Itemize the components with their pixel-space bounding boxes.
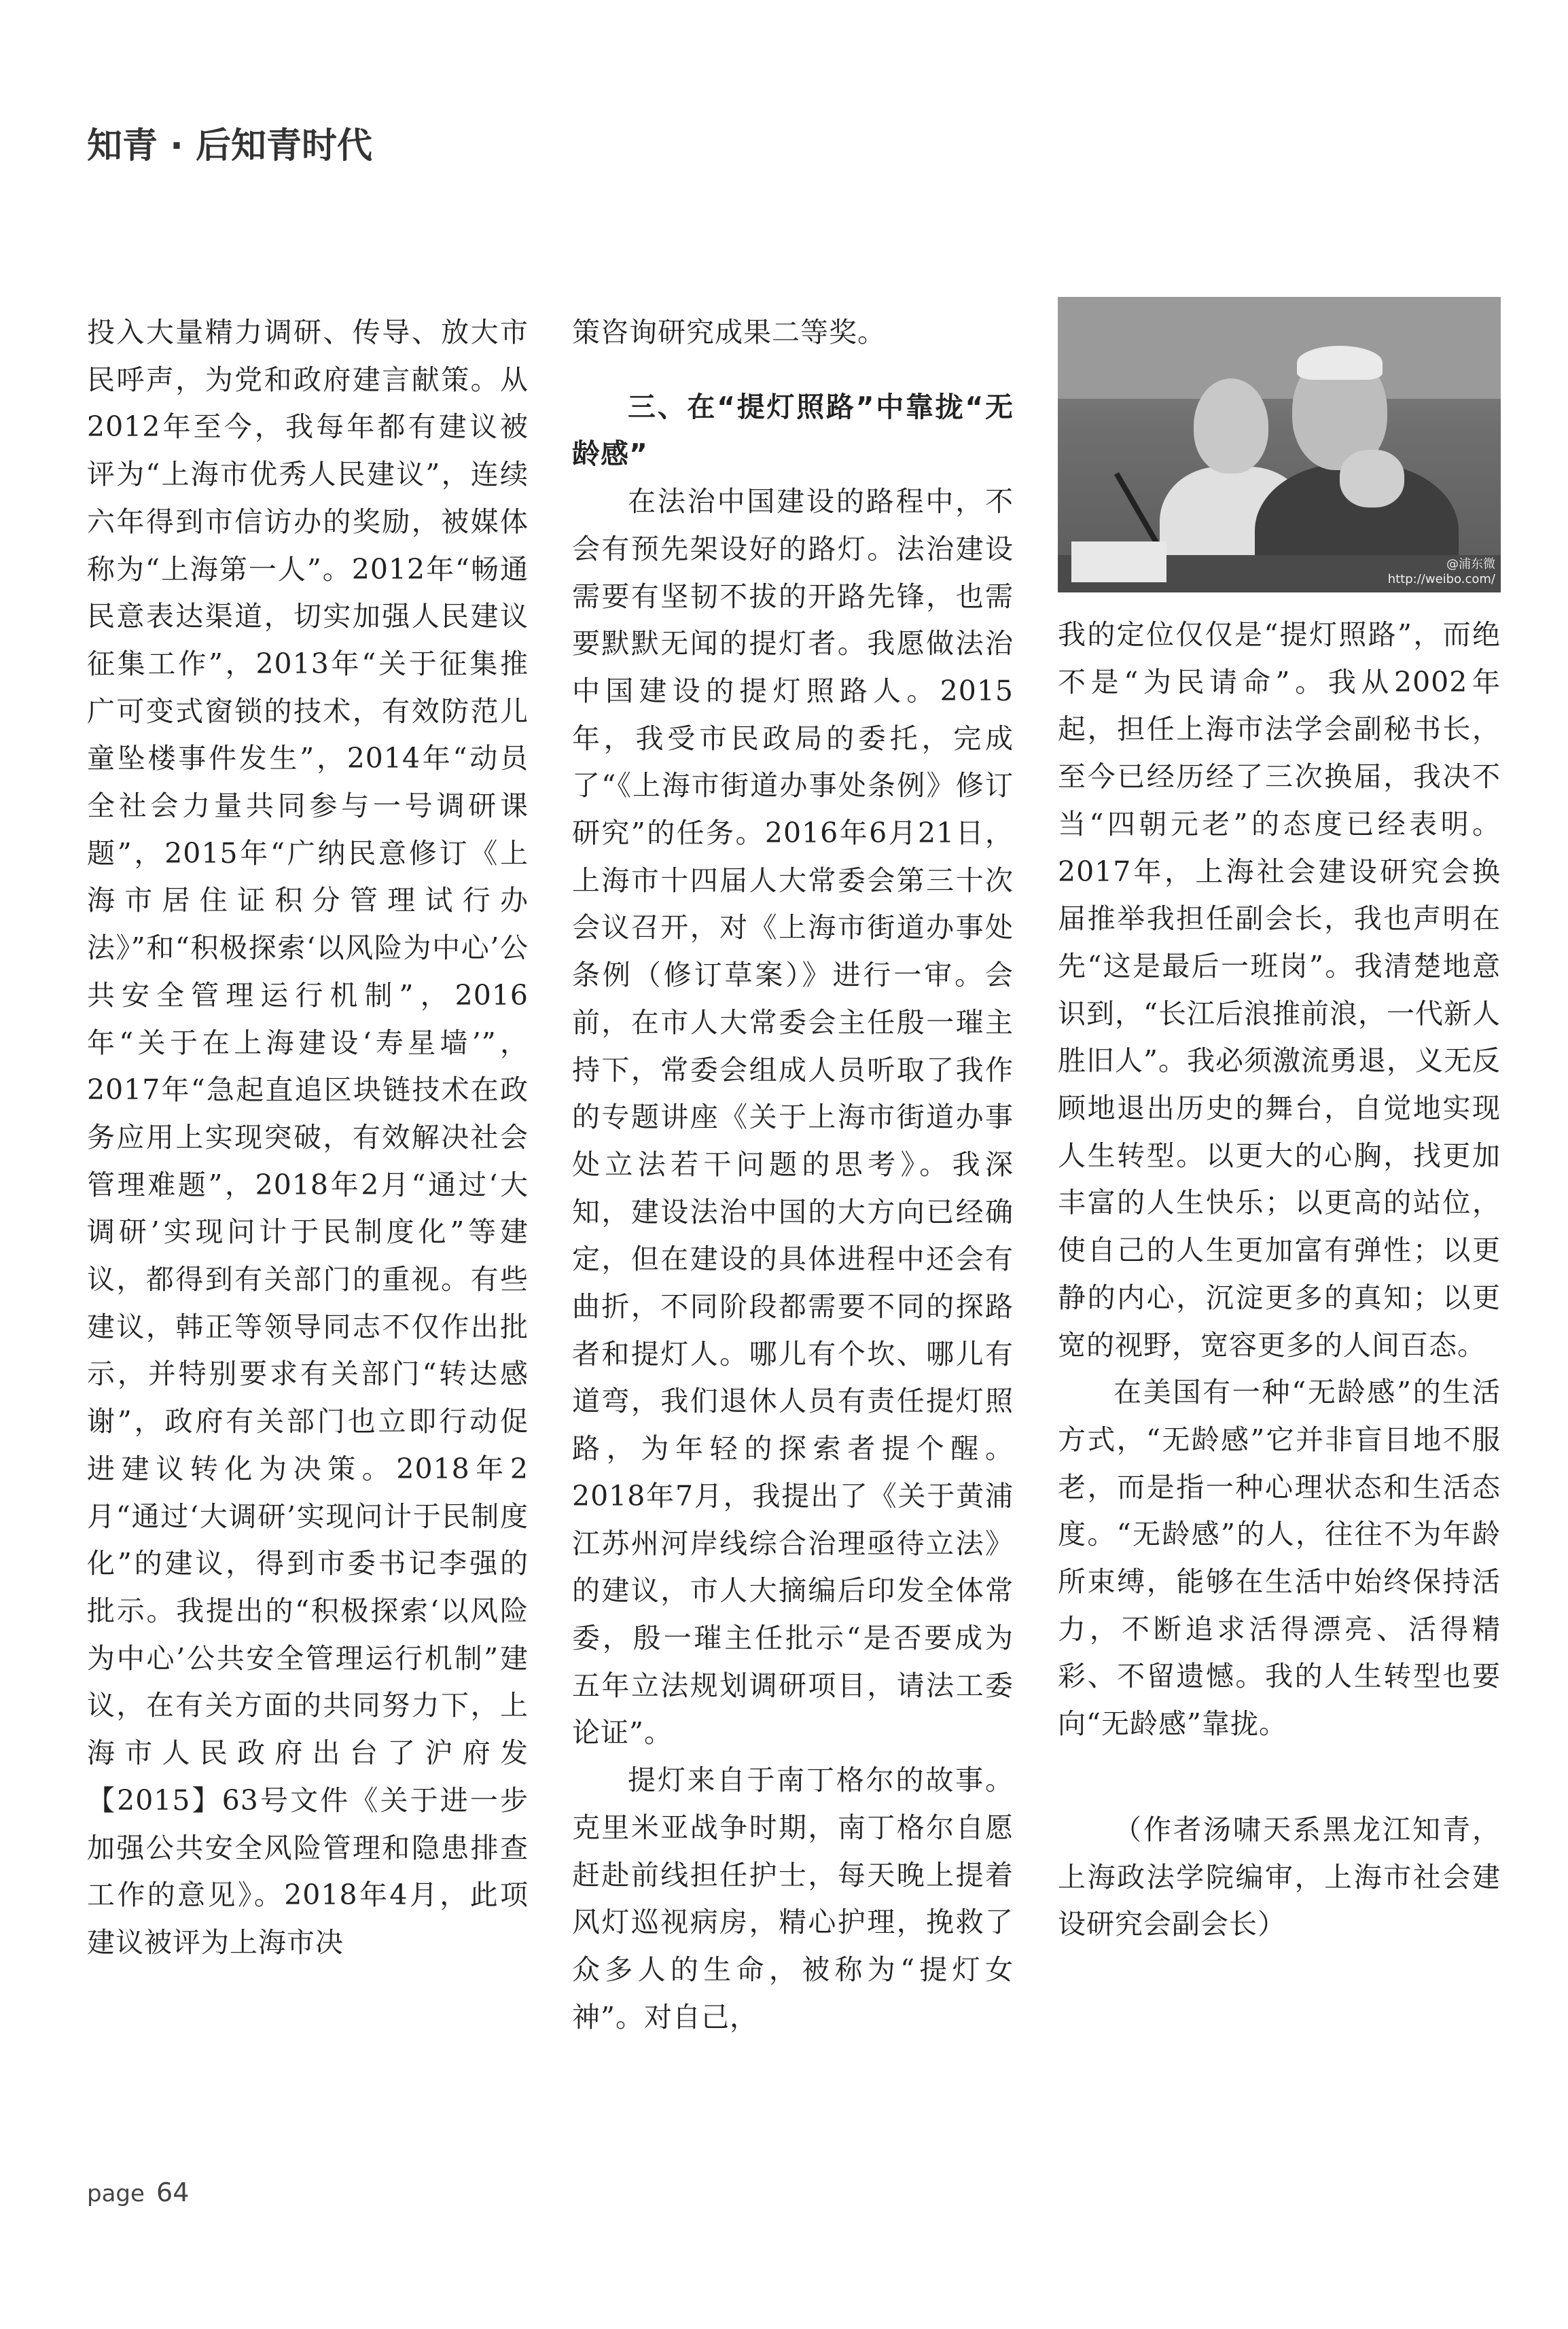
column-2 bbox=[572, 309, 1014, 2041]
body-paragraph: 在法治中国建设的路程中，不会有预先架设好的路灯。法治建设需要有坚韧不拔的开路先锋，也需要默默无闻的提灯者。我愿做法治中国建设的提灯照路人。2015年，我受市民政局的委托，完成了“《上海市街道办事处条例》修订研究”的任务。2016年6月21日，上海市十四届人大常委会第三十次会议召开，对《上海市街道办事处条例（修订草案）》进行一审。会前，在市人大常委会主任殷一璀主持下，常委会组成人员听取了我作的专题讲座《关于上海市街道办事处立法若干问题的思考》。我深知，建设法治中国的大方向已经确定，但在建设的具体进程中还会有曲折，不同阶段都需要不同的探路者和提灯人。哪儿有个坎、哪儿有道弯，我们退休人员有责任提灯照路，为年轻的探索者提个醒。2018年7月，我提出了《关于黄浦江苏州河岸线综合治理亟待立法》的建议，市人大摘编后印发全体常委，殷一璀主任批示“是否要成为五年立法规划调研项目，请法工委论证”。 bbox=[572, 485, 1014, 1749]
body-paragraph: 在美国有一种“无龄感”的生活方式，“无龄感”它并非盲目地不服老，而是指一种心理状态和生活态度。“无龄感”的人，往往不为年龄所束缚，能够在生活中始终保持活力，不断追求活得漂亮、活得精彩、不留遗憾。我的人生转型也要向“无龄感”靠拢。 bbox=[1058, 1376, 1501, 1741]
page-footer bbox=[87, 2177, 189, 2207]
body-paragraph: 策咨询研究成果二等奖。 bbox=[572, 316, 886, 349]
column-3 bbox=[1058, 309, 1501, 1949]
article-photo bbox=[1058, 297, 1501, 592]
column-1 bbox=[87, 309, 529, 1967]
photo-watermark: @浦东微 http://weibo.com/ bbox=[1387, 557, 1495, 586]
body-paragraph: 我的定位仅仅是“提灯照路”，而绝不是“为民请命”。我从2002年起，担任上海市法学会副秘书长，至今已经历经了三次换届，我决不当“四朝元老”的态度已经表明。2017年，上海社会建设研究会换届推举我担任副会长，我也声明在先“这是最后一班岗”。我清楚地意识到，“长江后浪推前浪，一代新人胜旧人”。我必须激流勇退，义无反顾地退出历史的舞台，自觉地实现人生转型。以更大的心胸，找更加丰富的人生快乐；以更高的站位，使自己的人生更加富有弹性；以更静的内心，沉淀更多的真知；以更宽的视野，宽容更多的人间百态。 bbox=[1058, 618, 1501, 1362]
author-note: （作者汤啸天系黑龙江知青，上海政法学院编审，上海市社会建设研究会副会长） bbox=[1058, 1813, 1501, 1941]
body-paragraph: 投入大量精力调研、传导、放大市民呼声，为党和政府建言献策。从2012年至今，我每年都有建议被评为“上海市优秀人民建议”，连续六年得到市信访办的奖励，被媒体称为“上海第一人”。2012年“畅通民意表达渠道，切实加强人民建议征集工作”，2013年“关于征集推广可变式窗锁的技术，有效防范儿童坠楼事件发生”，2014年“动员全社会力量共同参与一号调研课题”，2015年“广纳民意修订《上海市居住证积分管理试行办法》”和“积极探索‘以风险为中心’公共安全管理运行机制”，2016年“关于在上海建设‘寿星墙’”，2017年“急起直追区块链技术在政务应用上实现突破，有效解决社会管理难题”，2018年2月“通过‘大调研’实现问计于民制度化”等建议，都得到有关部门的重视。有些建议，韩正等领导同志不仅作出批示，并特别要求有关部门“转达感谢”，政府有关部门也立即行动促进建议转化为决策。2018年2月“通过‘大调研’实现问计于民制度化”的建议，得到市委书记李强的批示。我提出的“积极探索‘以风险为中心’公共安全管理运行机制”建议，在有关方面的共同努力下，上海市人民政府出台了沪府发【2015】63号文件《关于进一步加强公共安全风险管理和隐患排查工作的意见》。2018年4月，此项建议被评为上海市决 bbox=[87, 316, 529, 1959]
section-heading: 三、在“提灯照路”中靠拢“无龄感” bbox=[572, 390, 1014, 471]
body-paragraph: 提灯来自于南丁格尔的故事。克里米亚战争时期，南丁格尔自愿赶赴前线担任护士，每天晚上提着风灯巡视病房，精心护理，挽救了众多人的生命，被称为“提灯女神”。对自己， bbox=[572, 1764, 1014, 2033]
section-header: 知青 · 后知青时代 bbox=[87, 126, 372, 166]
page-number: 64 bbox=[156, 2177, 190, 2207]
page-label: page bbox=[87, 2180, 145, 2207]
